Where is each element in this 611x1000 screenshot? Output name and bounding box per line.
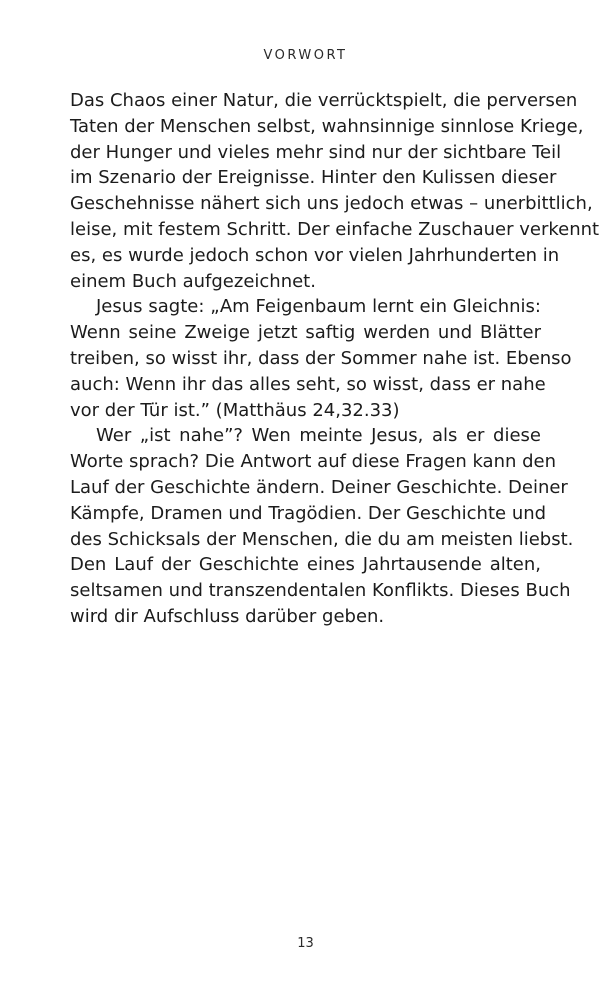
text-line: Den Lauf der Geschichte eines Jahrtausende alten, [70, 554, 541, 576]
paragraph-1 [70, 88, 600, 294]
text-line: im Szenario der Ereignisse. Hinter den Kulissen dieser [70, 167, 557, 189]
paragraph-2 [70, 294, 572, 423]
text-line: auch: Wenn ihr das alles seht, so wisst, dass er nahe [70, 373, 546, 395]
page-number: 13 [297, 936, 314, 951]
text-line: einem Buch aufgezeichnet. [70, 270, 316, 292]
text-line: der Hunger und vieles mehr sind nur der sichtbare Teil [70, 141, 562, 163]
text-line: Lauf der Geschichte ändern. Deiner Geschichte. Deiner [70, 476, 568, 498]
text-line: treiben, so wisst ihr, dass der Sommer nahe ist. Ebenso [70, 347, 572, 369]
text-line: es, es wurde jedoch schon vor vielen Jahrhunderten in [70, 244, 560, 266]
text-line: wird dir Aufschluss darüber geben. [70, 605, 385, 627]
text-line: vor der Tür ist.” (Matthäus 24,32.33) [70, 399, 400, 421]
text-line: seltsamen und transzendentalen Konflikts. Dieses Buch [70, 580, 571, 602]
text-line: Kämpfe, Dramen und Tragödien. Der Geschichte und [70, 502, 547, 524]
paragraph-3 [70, 423, 574, 629]
text-line: Taten der Menschen selbst, wahnsinnige sinnlose Kriege, [70, 115, 584, 137]
running-header: VORWORT [263, 48, 348, 63]
text-line: Jesus sagte: „Am Feigenbaum lernt ein Gleichnis: [96, 296, 541, 318]
text-line: leise, mit festem Schritt. Der einfache Zuschauer verkennt [70, 218, 600, 240]
text-line: Wenn seine Zweige jetzt saftig werden und Blätter [70, 322, 541, 344]
text-line: Das Chaos einer Natur, die verrücktspielt, die perversen [70, 90, 578, 111]
text-line: Geschehnisse nähert sich uns jedoch etwas – unerbittlich, [70, 193, 593, 215]
body-text [70, 88, 600, 630]
text-line: Wer „ist nahe”? Wen meinte Jesus, als er diese [96, 425, 541, 447]
text-line: des Schicksals der Menschen, die du am meisten liebst. [70, 528, 574, 550]
text-line: Worte sprach? Die Antwort auf diese Fragen kann den [70, 451, 557, 473]
